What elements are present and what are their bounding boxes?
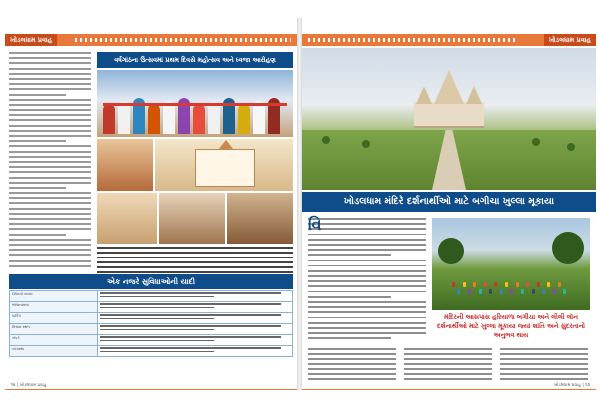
right-page-footer: ખોડલધામ પ્રવાહ | ૧૩: [553, 382, 590, 387]
visitor-figure: [489, 289, 492, 294]
photo-people-group: [103, 96, 287, 134]
info-table-title: એક નજરે સુવિધાઓની યાદી: [9, 274, 293, 289]
text-line: [9, 104, 91, 106]
event-photo-4: [159, 193, 225, 244]
left-page-footer: ૧૨ | ખોડલધામ પ્રવાહ: [11, 382, 47, 387]
table-value-cell: [98, 346, 293, 357]
text-line: [9, 187, 66, 189]
table-row: [10, 291, 293, 302]
text-line: [404, 368, 492, 370]
temple-model-photo: [155, 139, 293, 191]
visitor-figure: [457, 289, 460, 294]
info-table: [9, 290, 293, 357]
ribbon-cutting-photo: [97, 70, 293, 137]
text-line: [404, 358, 492, 360]
text-line: [404, 348, 492, 350]
table-key-cell: પાર્કિંગ: [10, 313, 98, 324]
text-line: [9, 68, 91, 70]
garden-photo: [432, 218, 590, 310]
right-footer-bar: [302, 389, 596, 391]
text-line: [308, 301, 426, 303]
text-line: [9, 239, 91, 241]
visitor-figure: [510, 289, 513, 294]
bottom-text-column-2: [404, 348, 492, 383]
text-line: [9, 234, 66, 236]
person-figure: [103, 104, 115, 134]
temple-icon: [414, 70, 484, 128]
text-line: [9, 145, 91, 147]
text-line: [97, 266, 293, 268]
text-line: [97, 252, 293, 254]
table-key-cell: દર્શનનો સમય: [10, 291, 98, 302]
temple-model-icon: [195, 149, 255, 187]
text-line: [9, 99, 91, 101]
dropcap: વિ: [308, 215, 322, 234]
visitor-figure: [494, 282, 497, 287]
text-line: [9, 192, 91, 194]
text-line: [97, 257, 293, 259]
text-line: [9, 249, 91, 251]
text-line: [9, 177, 91, 179]
text-line: [9, 52, 91, 54]
left-header-label: ખોડલધામ પ્રવાહ: [5, 34, 57, 46]
text-line: [308, 358, 396, 360]
visitor-figure: [547, 282, 550, 287]
table-row: [10, 313, 293, 324]
event-photo-5: [227, 193, 293, 244]
text-line: [9, 140, 66, 142]
person-figure: [238, 104, 250, 134]
text-line: [404, 378, 492, 380]
right-article-column: [308, 215, 426, 343]
text-line: [9, 254, 91, 256]
tree-icon: [362, 140, 370, 148]
table-key-cell: ભોજનશાળા: [10, 302, 98, 313]
text-line: [308, 348, 396, 350]
text-line: [500, 378, 588, 380]
text-line: [9, 130, 91, 132]
text-line: [308, 265, 426, 267]
text-line: [308, 228, 426, 230]
text-line: [500, 348, 588, 350]
text-line: [9, 151, 91, 153]
text-line: [308, 244, 426, 246]
text-line: [308, 332, 426, 334]
table-value-cell: [98, 335, 293, 346]
visitor-figure: [521, 289, 524, 294]
text-line: [9, 208, 91, 210]
left-article-column: [9, 52, 91, 270]
text-line: [308, 368, 396, 370]
text-line: [9, 94, 66, 96]
visitor-figure: [537, 282, 540, 287]
table-row: [10, 335, 293, 346]
header-dots-decoration: [75, 38, 291, 42]
table-value-cell: [98, 302, 293, 313]
text-line: [9, 109, 91, 111]
text-line: [9, 156, 91, 158]
right-page: [302, 18, 596, 390]
text-line: [308, 373, 396, 375]
text-line: [9, 260, 91, 262]
table-row: [10, 324, 293, 335]
text-line: [9, 213, 91, 215]
table-value-cell: [98, 313, 293, 324]
text-line: [9, 114, 91, 116]
visitor-figure: [500, 289, 503, 294]
text-line: [9, 135, 91, 137]
text-line: [97, 247, 293, 249]
text-line: [500, 358, 588, 360]
person-figure: [148, 104, 160, 134]
text-line: [308, 291, 426, 293]
text-line: [9, 57, 91, 59]
article-text-block: [9, 52, 91, 267]
text-line: [308, 306, 426, 308]
visitor-figure: [563, 289, 566, 294]
text-line: [9, 161, 91, 163]
text-line: [500, 363, 588, 365]
text-line: [308, 280, 426, 282]
header-dots-decoration: [308, 38, 516, 42]
tree-icon: [552, 232, 584, 264]
visitor-figure: [463, 282, 466, 287]
text-line: [9, 88, 91, 90]
visitor-figure: [542, 289, 545, 294]
text-line: [308, 285, 426, 287]
temple-hero-photo: [302, 48, 596, 190]
table-key-cell: વિશ્રામ સ્થળ: [10, 324, 98, 335]
tree-icon: [438, 238, 464, 264]
text-line: [9, 197, 91, 199]
visitor-figure: [526, 282, 529, 287]
visitor-figure: [558, 282, 561, 287]
text-line: [308, 317, 426, 319]
text-line: [97, 261, 293, 263]
text-line: [9, 202, 91, 204]
text-line: [9, 244, 91, 246]
article-headline: ખોડલધામ મંદિરે દર્શનાર્થીઓ માટે બગીચા ખુલ્લા મૂકાયા: [302, 192, 596, 212]
visitor-figure: [505, 282, 508, 287]
visitor-figure: [452, 282, 455, 287]
text-line: [404, 373, 492, 375]
text-line: [308, 275, 426, 277]
visitor-figure: [516, 282, 519, 287]
event-photo-grid: [97, 139, 293, 244]
right-header-strip: [302, 34, 596, 46]
text-line: [308, 296, 391, 298]
left-header-strip: [5, 34, 297, 46]
bottom-text-column-3: [500, 348, 588, 383]
table-key-cell: વ્યવસ્થા: [10, 346, 98, 357]
bottom-text-column-1: [308, 348, 396, 383]
right-header-label: ખોડલધામ પ્રવાહ: [544, 34, 596, 46]
left-page: [5, 18, 297, 390]
text-line: [9, 265, 91, 267]
text-line: [9, 218, 91, 220]
text-line: [9, 166, 91, 168]
text-line: [9, 83, 91, 85]
text-line: [9, 223, 91, 225]
text-line: [308, 234, 426, 236]
ribbon: [103, 103, 287, 106]
tree-icon: [567, 143, 575, 151]
photo-caption: [97, 247, 293, 276]
visitor-figure: [479, 289, 482, 294]
visitor-figure: [532, 289, 535, 294]
text-line: [308, 249, 426, 251]
photo-section-title: વર્ષગાંઠના ઉત્સવમાં પ્રથમ દિવસે મહોત્સવ અને ધ્વજા આરોહણ: [97, 52, 293, 68]
event-photo-3: [97, 193, 157, 244]
text-line: [9, 228, 91, 230]
text-line: [308, 270, 426, 272]
visitor-figure: [473, 282, 476, 287]
text-line: [9, 62, 91, 64]
event-photo-1: [97, 139, 153, 191]
table-row: [10, 346, 293, 357]
table-row: [10, 302, 293, 313]
text-line: [308, 260, 426, 262]
text-line: [308, 322, 426, 324]
text-line: [308, 311, 426, 313]
visitors-group: [452, 282, 570, 302]
table-value-cell: [98, 324, 293, 335]
text-line: [308, 363, 396, 365]
text-line: [308, 218, 426, 220]
tree-icon: [322, 136, 330, 144]
table-key-cell: સંપર્ક: [10, 335, 98, 346]
person-figure: [193, 104, 205, 134]
text-line: [97, 271, 293, 273]
visitor-figure: [484, 282, 487, 287]
text-line: [404, 363, 492, 365]
text-line: [308, 337, 391, 339]
left-footer-bar: [5, 389, 297, 391]
visitor-figure: [553, 289, 556, 294]
text-line: [9, 119, 91, 121]
text-line: [308, 378, 396, 380]
text-line: [9, 78, 91, 80]
text-line: [404, 353, 492, 355]
magazine-spread: [0, 18, 600, 390]
text-line: [500, 353, 588, 355]
text-line: [9, 171, 91, 173]
table-value-cell: [98, 291, 293, 302]
text-line: [9, 73, 91, 75]
visitor-figure: [468, 289, 471, 294]
text-line: [308, 254, 391, 256]
pull-quote: મંદિરની આસપાસ હરિયાળા બગીચા અને લીલી લૉન દર્શનાર્થીઓ માટે ખુલ્લા મૂકાયા જ્યાં શાંતિ અને સુંદરતાનો અનુભવ થાય: [437, 313, 585, 339]
text-line: [308, 353, 396, 355]
tree-icon: [532, 138, 540, 146]
text-line: [500, 368, 588, 370]
text-line: [308, 327, 426, 329]
text-line: [500, 373, 588, 375]
text-line: [308, 239, 426, 241]
text-line: [9, 182, 91, 184]
text-line: [308, 223, 426, 225]
text-line: [9, 125, 91, 127]
